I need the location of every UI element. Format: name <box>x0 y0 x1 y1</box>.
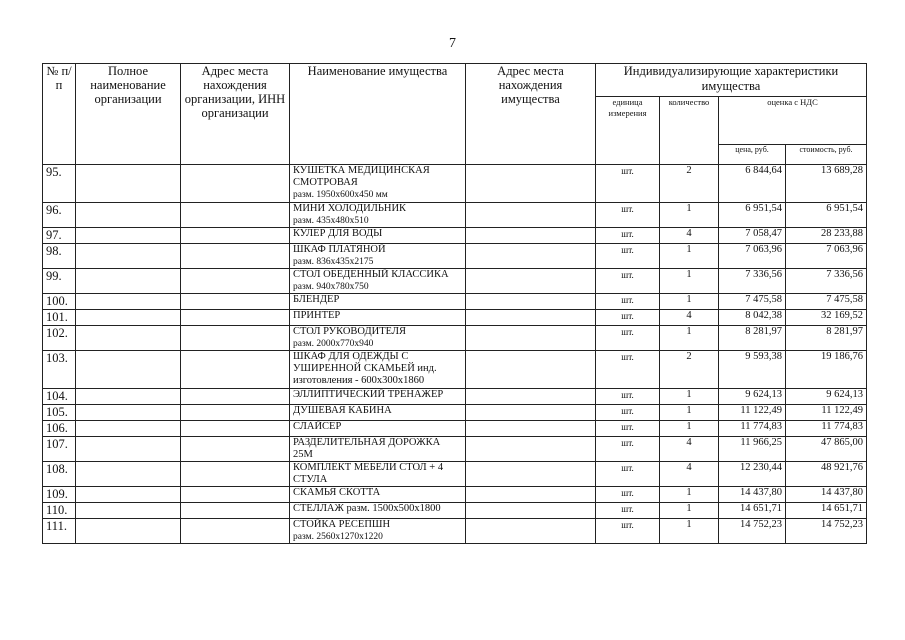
org-name-cell <box>76 203 181 228</box>
property-name-cell <box>290 405 466 421</box>
cost-cell: 14 752,23 <box>786 519 867 544</box>
price-cell: 7 336,56 <box>719 269 786 294</box>
org-name-cell <box>76 228 181 244</box>
property-name-cell <box>290 244 466 269</box>
property-name-cell <box>290 269 466 294</box>
row-number: 103. <box>43 351 76 389</box>
org-address-cell <box>181 503 290 519</box>
org-address-cell <box>181 487 290 503</box>
property-name-cell <box>290 351 466 389</box>
property-name-cell <box>290 487 466 503</box>
row-number: 98. <box>43 244 76 269</box>
property-address-cell <box>466 351 596 389</box>
property-name-cell <box>290 310 466 326</box>
row-number: 101. <box>43 310 76 326</box>
property-name-text: ЭЛЛИПТИЧЕСКИЙ ТРЕНАЖЕР <box>293 389 444 400</box>
org-name-cell <box>76 503 181 519</box>
price-cell: 7 058,47 <box>719 228 786 244</box>
quantity-cell: 1 <box>660 203 719 228</box>
table-row <box>43 228 867 244</box>
header-characteristics: Индивидуализирующие характеристики имущества <box>596 64 867 97</box>
quantity-cell: 1 <box>660 503 719 519</box>
quantity-cell: 1 <box>660 389 719 405</box>
org-name-cell <box>76 519 181 544</box>
price-cell: 12 230,44 <box>719 462 786 487</box>
unit-cell: шт. <box>596 228 660 244</box>
page-number: 7 <box>449 36 456 51</box>
property-address-cell <box>466 437 596 462</box>
property-address-cell <box>466 462 596 487</box>
table-row <box>43 203 867 228</box>
property-name-cell <box>290 503 466 519</box>
quantity-cell: 4 <box>660 310 719 326</box>
table-row <box>43 389 867 405</box>
property-name-cell <box>290 389 466 405</box>
property-address-cell <box>466 203 596 228</box>
property-address-cell <box>466 228 596 244</box>
price-cell: 8 042,38 <box>719 310 786 326</box>
unit-cell: шт. <box>596 437 660 462</box>
header-org-address: Адрес места нахождения организации, ИНН организации <box>181 64 290 165</box>
cost-cell: 14 437,80 <box>786 487 867 503</box>
cost-cell: 6 951,54 <box>786 203 867 228</box>
table-row <box>43 351 867 389</box>
org-address-cell <box>181 244 290 269</box>
header-property-address: Адрес места нахождения имущества <box>466 64 596 165</box>
header-property-name: Наименование имущества <box>290 64 466 165</box>
org-name-cell <box>76 462 181 487</box>
property-name-text: КУШЕТКА МЕДИЦИНСКАЯ СМОТРОВАЯ <box>293 165 430 188</box>
price-cell: 14 437,80 <box>719 487 786 503</box>
table-row <box>43 310 867 326</box>
property-dimensions: разм. 435х480х510 <box>293 216 369 226</box>
header-valuation: оценка с НДС <box>719 97 867 145</box>
unit-cell: шт. <box>596 165 660 203</box>
property-address-cell <box>466 269 596 294</box>
quantity-cell: 1 <box>660 326 719 351</box>
cost-cell: 28 233,88 <box>786 228 867 244</box>
property-name-text: МИНИ ХОЛОДИЛЬНИК <box>293 203 407 214</box>
property-name-cell <box>290 421 466 437</box>
unit-cell: шт. <box>596 269 660 294</box>
org-address-cell <box>181 228 290 244</box>
property-name-text: ШКАФ ДЛЯ ОДЕЖДЫ С УШИРЕННОЙ СКАМЬЕЙ инд. изготовления - 600х300х1860 <box>293 351 437 386</box>
unit-cell: шт. <box>596 294 660 310</box>
table-row <box>43 421 867 437</box>
header-unit: единица измерения <box>596 97 660 165</box>
row-number: 96. <box>43 203 76 228</box>
property-name-text: КОМПЛЕКТ МЕБЕЛИ СТОЛ + 4 СТУЛА <box>293 462 444 485</box>
unit-cell: шт. <box>596 405 660 421</box>
cost-cell: 48 921,76 <box>786 462 867 487</box>
property-name-cell <box>290 462 466 487</box>
cost-cell: 7 336,56 <box>786 269 867 294</box>
org-name-cell <box>76 165 181 203</box>
property-dimensions: разм. 1950х600х450 мм <box>293 190 388 200</box>
property-name-cell <box>290 203 466 228</box>
row-number: 102. <box>43 326 76 351</box>
cost-cell: 14 651,71 <box>786 503 867 519</box>
unit-cell: шт. <box>596 351 660 389</box>
cost-cell: 13 689,28 <box>786 165 867 203</box>
price-cell: 14 752,23 <box>719 519 786 544</box>
cost-cell: 7 063,96 <box>786 244 867 269</box>
property-name-text: ПРИНТЕР <box>293 310 341 321</box>
price-cell: 8 281,97 <box>719 326 786 351</box>
property-name-text: ШКАФ ПЛАТЯНОЙ <box>293 244 386 255</box>
header-org-name: Полное наименование организации <box>76 64 181 165</box>
property-address-cell <box>466 326 596 351</box>
table-row <box>43 326 867 351</box>
property-name-cell <box>290 294 466 310</box>
property-name-text: РАЗДЕЛИТЕЛЬНАЯ ДОРОЖКА 25М <box>293 437 441 460</box>
property-name-cell <box>290 519 466 544</box>
table-row <box>43 437 867 462</box>
price-cell: 11 774,83 <box>719 421 786 437</box>
property-name-text: СТОЙКА РЕСЕПШН <box>293 519 391 530</box>
property-address-cell <box>466 405 596 421</box>
header-price: цена, руб. <box>719 145 786 165</box>
org-name-cell <box>76 310 181 326</box>
org-name-cell <box>76 487 181 503</box>
property-dimensions: разм. 2560х1270х1220 <box>293 532 383 542</box>
org-address-cell <box>181 462 290 487</box>
org-name-cell <box>76 244 181 269</box>
quantity-cell: 1 <box>660 487 719 503</box>
quantity-cell: 1 <box>660 519 719 544</box>
price-cell: 11 122,49 <box>719 405 786 421</box>
price-cell: 11 966,25 <box>719 437 786 462</box>
table-row <box>43 503 867 519</box>
cost-cell: 11 774,83 <box>786 421 867 437</box>
cost-cell: 19 186,76 <box>786 351 867 389</box>
org-address-cell <box>181 351 290 389</box>
org-address-cell <box>181 294 290 310</box>
quantity-cell: 4 <box>660 437 719 462</box>
unit-cell: шт. <box>596 326 660 351</box>
row-number: 109. <box>43 487 76 503</box>
org-name-cell <box>76 294 181 310</box>
org-name-cell <box>76 269 181 294</box>
table-row <box>43 165 867 203</box>
price-cell: 7 063,96 <box>719 244 786 269</box>
org-address-cell <box>181 519 290 544</box>
property-dimensions: разм. 836х435х2175 <box>293 257 374 267</box>
row-number: 99. <box>43 269 76 294</box>
quantity-cell: 2 <box>660 165 719 203</box>
property-dimensions: разм. 940х780х750 <box>293 282 369 292</box>
org-address-cell <box>181 269 290 294</box>
quantity-cell: 1 <box>660 421 719 437</box>
property-name-text: СЛАЙСЕР <box>293 421 342 432</box>
row-number: 95. <box>43 165 76 203</box>
table-row <box>43 487 867 503</box>
unit-cell: шт. <box>596 421 660 437</box>
cost-cell: 32 169,52 <box>786 310 867 326</box>
row-number: 97. <box>43 228 76 244</box>
row-number: 108. <box>43 462 76 487</box>
org-address-cell <box>181 437 290 462</box>
price-cell: 9 593,38 <box>719 351 786 389</box>
price-cell: 9 624,13 <box>719 389 786 405</box>
org-address-cell <box>181 165 290 203</box>
quantity-cell: 1 <box>660 405 719 421</box>
unit-cell: шт. <box>596 310 660 326</box>
row-number: 106. <box>43 421 76 437</box>
unit-cell: шт. <box>596 462 660 487</box>
header-cost: стоимость, руб. <box>786 145 867 165</box>
org-name-cell <box>76 421 181 437</box>
org-name-cell <box>76 437 181 462</box>
property-address-cell <box>466 294 596 310</box>
row-number: 100. <box>43 294 76 310</box>
price-cell: 6 844,64 <box>719 165 786 203</box>
property-name-text: СТОЛ ОБЕДЕННЫЙ КЛАССИКА <box>293 269 449 280</box>
property-address-cell <box>466 244 596 269</box>
property-name-text: ДУШЕВАЯ КАБИНА <box>293 405 392 416</box>
org-address-cell <box>181 389 290 405</box>
table-row <box>43 519 867 544</box>
org-name-cell <box>76 326 181 351</box>
property-name-text: КУЛЕР ДЛЯ ВОДЫ <box>293 228 383 239</box>
unit-cell: шт. <box>596 519 660 544</box>
unit-cell: шт. <box>596 244 660 269</box>
table-row <box>43 462 867 487</box>
cost-cell: 47 865,00 <box>786 437 867 462</box>
quantity-cell: 4 <box>660 462 719 487</box>
org-address-cell <box>181 405 290 421</box>
quantity-cell: 2 <box>660 351 719 389</box>
row-number: 107. <box>43 437 76 462</box>
cost-cell: 9 624,13 <box>786 389 867 405</box>
property-name-cell <box>290 228 466 244</box>
property-name-text: БЛЕНДЕР <box>293 294 340 305</box>
org-address-cell <box>181 203 290 228</box>
property-name-cell <box>290 326 466 351</box>
property-address-cell <box>466 310 596 326</box>
row-number: 105. <box>43 405 76 421</box>
cost-cell: 11 122,49 <box>786 405 867 421</box>
quantity-cell: 1 <box>660 269 719 294</box>
table-row <box>43 244 867 269</box>
property-address-cell <box>466 519 596 544</box>
row-number: 110. <box>43 503 76 519</box>
property-name-text: СКАМЬЯ СКОТТА <box>293 487 381 498</box>
org-name-cell <box>76 405 181 421</box>
price-cell: 14 651,71 <box>719 503 786 519</box>
unit-cell: шт. <box>596 389 660 405</box>
quantity-cell: 4 <box>660 228 719 244</box>
property-address-cell <box>466 421 596 437</box>
quantity-cell: 1 <box>660 244 719 269</box>
unit-cell: шт. <box>596 487 660 503</box>
org-name-cell <box>76 389 181 405</box>
org-address-cell <box>181 310 290 326</box>
property-name-text: СТОЛ РУКОВОДИТЕЛЯ <box>293 326 407 337</box>
property-address-cell <box>466 487 596 503</box>
table-row <box>43 294 867 310</box>
header-number: № п/п <box>43 64 76 165</box>
table-row <box>43 405 867 421</box>
cost-cell: 7 475,58 <box>786 294 867 310</box>
property-name-cell <box>290 165 466 203</box>
cost-cell: 8 281,97 <box>786 326 867 351</box>
quantity-cell: 1 <box>660 294 719 310</box>
property-address-cell <box>466 503 596 519</box>
property-address-cell <box>466 389 596 405</box>
property-dimensions: разм. 2000х770х940 <box>293 339 374 349</box>
unit-cell: шт. <box>596 203 660 228</box>
price-cell: 6 951,54 <box>719 203 786 228</box>
org-address-cell <box>181 421 290 437</box>
property-address-cell <box>466 165 596 203</box>
property-table <box>42 63 867 544</box>
org-address-cell <box>181 326 290 351</box>
price-cell: 7 475,58 <box>719 294 786 310</box>
row-number: 104. <box>43 389 76 405</box>
property-name-cell <box>290 437 466 462</box>
property-name-text: СТЕЛЛАЖ разм. 1500х500х1800 <box>293 503 441 514</box>
header-quantity: количество <box>660 97 719 165</box>
row-number: 111. <box>43 519 76 544</box>
unit-cell: шт. <box>596 503 660 519</box>
org-name-cell <box>76 351 181 389</box>
table-row <box>43 269 867 294</box>
